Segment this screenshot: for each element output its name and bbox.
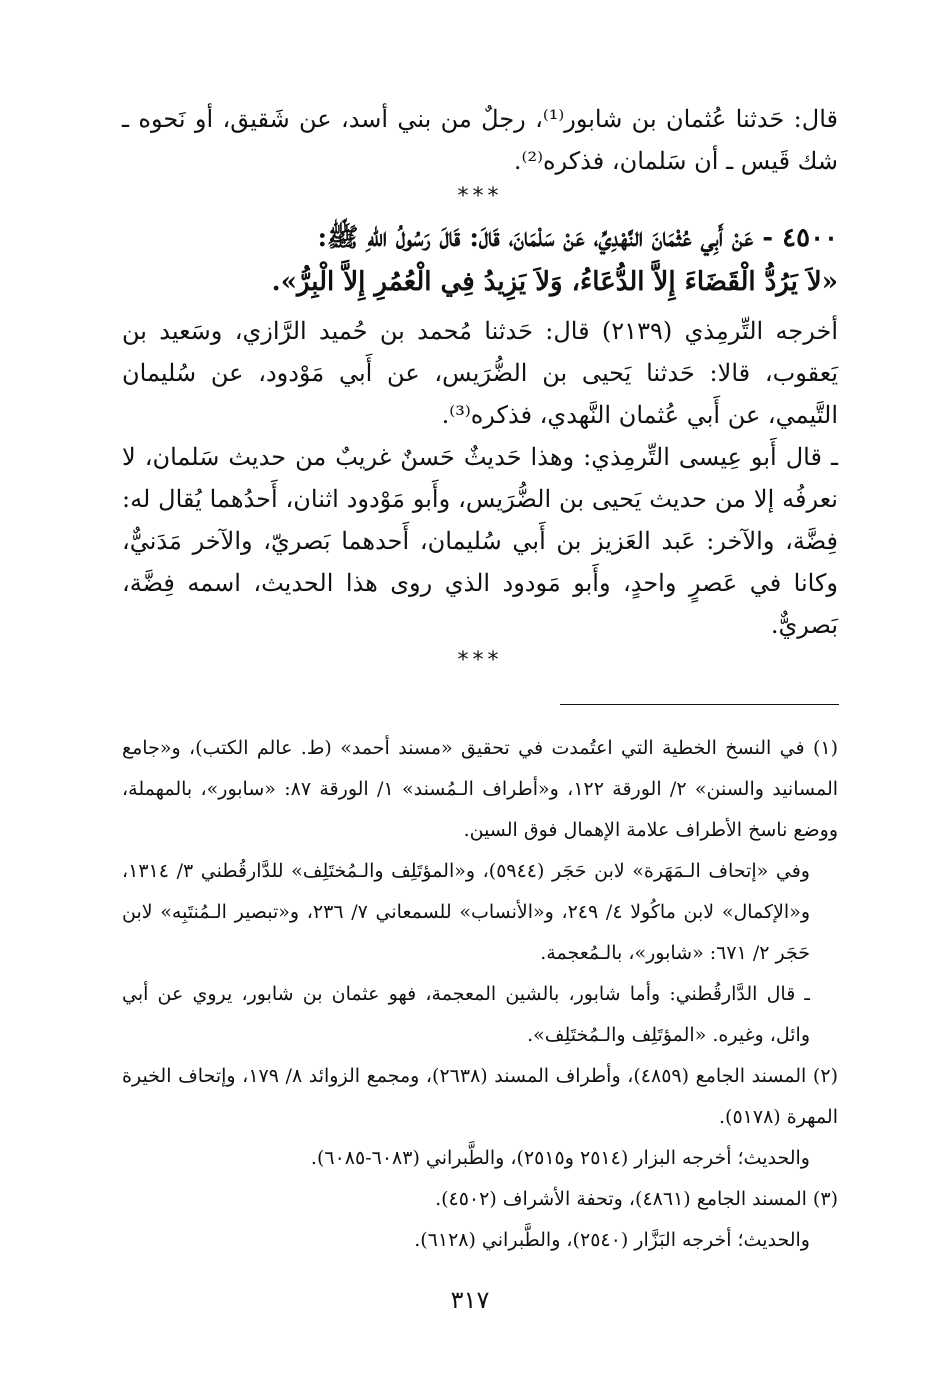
page-number: ٣١٧ [450, 1286, 490, 1314]
footnotes [122, 728, 838, 1261]
hadith-text: «لاَ يَرُدُّ الْقَضَاءَ إِلاَّ الدُّعَاءُ، وَلاَ يَزِيدُ فِي الْعُمُرِ إِلاَّ الْبِرُّ». [271, 267, 838, 297]
footnote-2: (٢) المسند الجامع (٤٨٥٩)، وأطراف المسند (٢٦٣٨)، ومجمع الزوائد ٨/ ١٧٩، وإتحاف الخيرة المهرة (٥١٧٨). [122, 1065, 838, 1128]
main-text [122, 98, 838, 676]
footnote-3: (٣) المسند الجامع (٤٨٦١)، وتحفة الأشراف (٤٥٠٢). [435, 1188, 838, 1210]
hadith-heading [122, 216, 838, 260]
hadith-dash: - [753, 223, 774, 253]
footnote-2-hadith: والحديث؛ أخرجه البزار (٢٥١٤ و٢٥١٥)، والطَّبراني (٦٠٨٣-٦٠٨٥). [310, 1147, 810, 1169]
footnote-1: (١) في النسخ الخطية التي اعتُمدت في تحقيق «مسند أحمد» (ط. عالم الكتب)، و«جامع المسانيد والسنن» ٢/ الورقة ١٢٢، و«أطراف الـمُسند» ١/ الورقة ٨٧: «سابور»، بالمهملة، ووضع ناسخ الأطراف علامة الإهمال فوق السين. [122, 737, 839, 841]
paragraph-takhrij: أخرجه التِّرمِذي (٢١٣٩) قال: حَدثنا مُحمد بن حُميد الرَّازي، وسَعيد بن يَعقوب، قالا: حَدثنا يَحيى بن الضُّرَيس، عن أَبي مَوْدود، عن سُليمان التَّيمي، عن أَبي عُثمان النَّهدي، فذكره⁽³⁾. [122, 317, 838, 429]
footnote-1-daraqutni: ـ قال الدَّارقُطني: وأما شابور، بالشين المعجمة، فهو عثمان بن شابور، يروي عن أبي وائل، وغيره. «المؤتَلِف والـمُختَلِف». [122, 983, 810, 1046]
paragraph-tirmidhi-comment: ـ قال أَبو عِيسى التِّرمِذي: وهذا حَديثٌ حَسنٌ غريبٌ من حديث سَلمان، لا نعرفُه إلا من حديث يَحيى بن الضُّرَيس، وأَبو مَوْدود اثنان، أَحدُهما يُقال له: فِضَّة، والآخر: عَبد العَزيز بن أَبي سُليمان، أَحدهما بَصريّ، والآخر مَدَنيٌّ، وكانا في عَصرٍ واحدٍ، وأَبو مَودود الذي روى هذا الحديث، اسمه فِضَّة، بَصريٌّ. [122, 443, 838, 639]
hadith-number: ٤٥٠٠ [782, 223, 838, 253]
separator-stars-bottom: *** [457, 648, 503, 673]
footnote-1-continued: وفي «إتحاف الـمَهَرة» لابن حَجَر (٥٩٤٤)، و«المؤتَلِف والـمُختَلِف» للدَّارقُطني ٣/ ١٣١٤، و«الإكمال» لابن ماكُولا ٤/ ٢٤٩، و«الأنساب» للسمعاني ٧/ ٢٣٦، و«تبصير الـمُنتَبِه» لابن حَجَر ٢/ ٦٧١: «شابور»، بالـمُعجمة. [122, 860, 810, 964]
hadith-chain: عَنْ أَبِي عُثْمَانَ النَّهْدِيِّ، عَنْ سَلْمَانَ، قَالَ: قَالَ رَسُولُ اللهِ ﷺ: [317, 223, 754, 253]
paragraph-chain-1: قال: حَدثنا عُثمان بن شابور⁽¹⁾، رجلٌ من بني أسد، عن شَقيق، أو نَحوه ـ شك قَيس ـ أن سَلمان، فذكره⁽²⁾. [122, 105, 838, 175]
footnote-3-hadith: والحديث؛ أخرجه البَزَّار (٢٥٤٠)، والطَّبراني (٦١٢٨). [414, 1229, 810, 1251]
separator-stars-top: *** [457, 184, 503, 209]
footnote-divider [560, 704, 839, 705]
